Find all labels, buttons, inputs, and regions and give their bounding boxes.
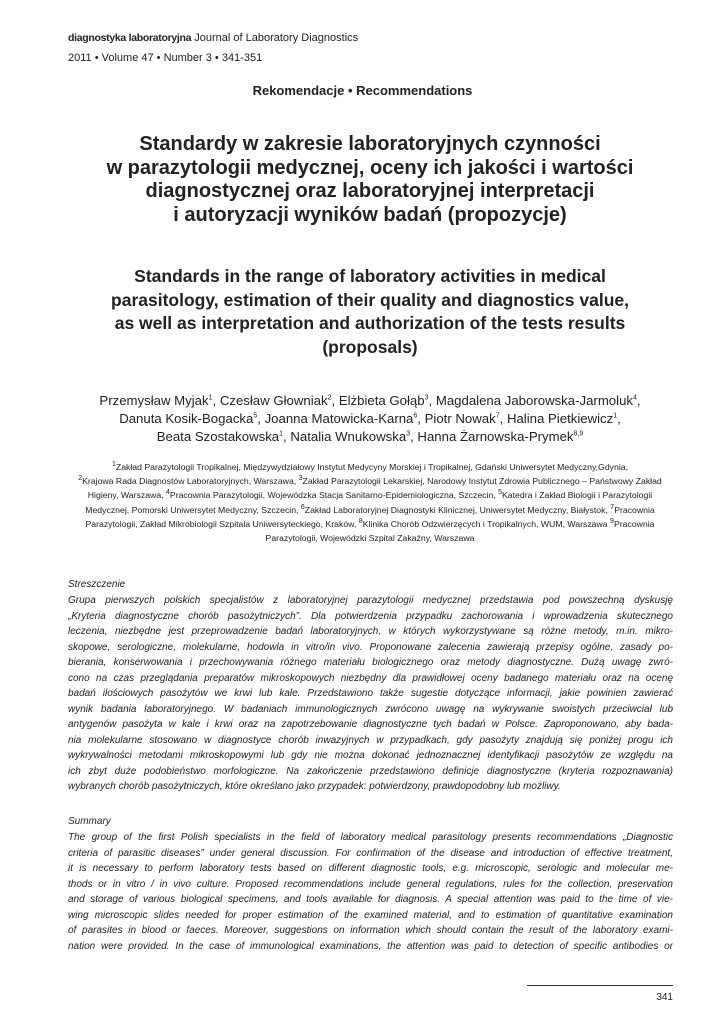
author-affiliation: 7	[495, 412, 500, 420]
author-name: Magdalena Jaborowska-Jarmoluk	[435, 393, 634, 408]
author-affiliation: 8,9	[573, 430, 584, 438]
affiliation-text: Pracownia Parazytologii, Wojewódzka Stacja Sanitarno-Epidemiologiczna, Szczecin,	[169, 490, 499, 501]
affiliation-number: 7	[610, 503, 615, 511]
abstract-line: badań ilościowych pasożytów we krwi lub kale. Przedstawiono także sugestie dotyczące informacji, jakie powinien zawierać	[68, 688, 673, 699]
summary-heading: Summary	[68, 816, 111, 827]
affiliation-text: Krajowa Rada Diagnostów Laboratoryjnych, Warszawa,	[82, 476, 299, 487]
abstract-line: wynik badania laboratoryjnego. W badaniach immunologicznych zwrócono uwagę na wykrywanie swoistych przeciwciał lub	[68, 703, 673, 715]
abstract-line: wybranych chorób pasożytniczych, które określano jako przypadek: potwierdzony, prawdopodobny lub możliwy.	[68, 781, 561, 792]
affiliation-text: Zakład Parazytologii Lekarskiej, Narodowy Instytut Zdrowia Publicznego – Państwowy Zakład Higieny, Warszawa,	[87, 476, 662, 501]
author-name: Halina Pietkiewicz	[506, 411, 614, 426]
affiliation-text: Pracownia Parazytologii, Wojewódzki Szpital Zakaźny, Warszawa	[265, 518, 655, 544]
title-pl-line: Standardy w zakresie laboratoryjnych czynności	[139, 133, 601, 155]
author-line: Beata Szostakowska$^1$, Natalia Wnukowska$^3$, Hanna Żarnowska-Prymek$^{8,9}$	[156, 429, 584, 444]
section-label: Rekomendacje • Recommendations	[252, 83, 473, 98]
affiliation-text: Katedra i Zakład Biologii i Parazytologii Medycznej, Pomorski Uniwersytet Medyczny, Szczecin,	[85, 490, 653, 515]
summary-text	[68, 830, 673, 954]
author-affiliation: 1	[208, 394, 213, 402]
author-name: Beata Szostakowska	[156, 429, 280, 444]
affiliation-text: Zakład Laboratoryjnej Diagnostyki Klinicznej, Uniwersytet Medyczny, Białystok,	[304, 504, 611, 515]
journal-header	[68, 31, 358, 45]
abstract-line: leczenia, niezbędne jest przeprowadzenie badań laboratoryjnych, w których wykorzystywane są różne metody, m.in. mikro-	[68, 626, 673, 637]
abstract-line: wykrywalności metodami mikroskopowymi lub gdy nie można dokonać jednoznacznej identyfikacji pasożytów ze względu na	[68, 750, 673, 761]
abstract-line: it is necessary to perform laboratory tests based on different diagnostic tools, e.g. microscopic, serologic and molecular me-	[68, 863, 673, 874]
author-name: Hanna Żarnowska-Prymek	[417, 429, 574, 444]
abstract-line: of parasites in blood or faeces. Moreover, suggestions on information which should contain the result of the laboratory exami-	[68, 925, 673, 936]
abstract-line: nation were provided. In the case of immunological examinations, the attention was paid to detection of specific antibodies or	[68, 940, 673, 952]
affiliation-number: 8	[358, 517, 363, 525]
abstract-line: criteria of parasitic diseases” under general discussion. For confirmation of the disease and introduction of effective treatment,	[68, 847, 673, 859]
author-name: Elżbieta Gołąb	[338, 393, 425, 408]
streszczenie-text	[68, 593, 673, 795]
affiliation-number: 6	[300, 503, 305, 511]
footer-divider	[527, 985, 673, 986]
title-en-line: Standards in the range of laboratory activities in medical	[134, 266, 606, 286]
author-affiliation: 1	[279, 430, 284, 438]
title-polish	[60, 133, 680, 227]
affiliation-number: 3	[298, 475, 303, 483]
affiliation-text: Pracownia Parazytologii, Zakład Mikrobiologii Szpitala Uniwersyteckiego, Kraków,	[85, 504, 655, 529]
author-affiliation: 5	[253, 412, 258, 420]
abstract-line: antygenów pasożyta w kale i krwi oraz na zapotrzebowanie diagnostyczne tych badań w Polsce. Zaproponowano, aby bada-	[68, 719, 673, 730]
affiliation-number: 5	[498, 489, 503, 497]
abstract-line: cono na czas przeglądania preparatów mikroskopowych niezbędny dla prawidłowej oceny badanego materiału oraz na ocenę	[68, 672, 673, 684]
title-pl-line: i autoryzacji wyników badań (propozycje)	[173, 203, 567, 226]
author-name: Przemysław Myjak	[99, 393, 209, 408]
author-affiliation: 3	[424, 394, 429, 402]
abstract-line: Grupa pierwszych polskich specjalistów z laboratoryjnej parazytologii medycznej przedstawia pod powszechną dyskusję	[68, 595, 673, 606]
author-line: Danuta Kosik-Bogacka$^5$, Joanna Matowicka-Karna$^6$, Piotr Nowak$^7$, Halina Pietkiewicz$^1$,	[119, 411, 621, 426]
author-affiliation: 2	[327, 394, 332, 402]
author-name: Danuta Kosik-Bogacka	[119, 411, 254, 426]
title-en-line: parasitology, estimation of their quality and diagnostics value,	[111, 289, 629, 310]
author-affiliation: 4	[633, 394, 637, 402]
author-affiliation: 6	[413, 412, 418, 420]
author-affiliation: 1	[613, 412, 618, 420]
author-affiliation: 3	[406, 430, 411, 438]
page-number: 341	[656, 992, 673, 1003]
abstract-line: nia molekularne stosowano w diagnostyce chorób inwazyjnych w przypadkach, gdy pasożyty znajdują się poniżej progu ich	[68, 734, 673, 746]
issue-info: 2011 • Volume 47 • Number 3 • 341-351	[68, 52, 263, 64]
abstract-line: The group of the first Polish specialists in the field of laboratory medical parasitology presents recommendations „Diagnostic	[68, 832, 673, 843]
title-pl-line: w parazytologii medycznej, oceny ich jakości i wartości	[106, 156, 634, 179]
abstract-line: thods or in vitro / in vivo culture. Proposed recommendations include general regulations, rules for the collection, preservation	[68, 878, 673, 890]
abstract-line: „Kryteria diagnostyczne chorób pasożytniczych”. Dla potwierdzenia przypadku zachorowania i wprowadzenia skutecznego	[68, 610, 673, 622]
affiliation-number: 2	[78, 475, 83, 483]
abstract-line: and storage of various biological specimens, and tools available for diagnosis. A special attention was paid to the time of vie-	[68, 894, 673, 905]
abstract-line: bierania, konserwowania i przechowywania różnego materiału biologicznego oraz metody diagnostyczne. Dużą uwagę zwró-	[68, 657, 673, 668]
affiliation-text: Klinika Chorób Odzwierzęcych i Tropikalnych, WUM, Warszawa	[362, 518, 611, 529]
journal-name: Journal of Laboratory Diagnostics	[194, 32, 359, 44]
affiliation-text: Zakład Parazytologii Tropikalnej, Międzywydziałowy Instytut Medycyny Morskiej i Tropikalnej, Gdański Uniwersytet Medyczny,Gdynia,	[115, 462, 629, 472]
abstract-line: wing microscopic slides needed for proper estimation of the examined material, and to estimation of quantitative examination	[68, 909, 673, 921]
author-name: Czesław Głowniak	[219, 393, 328, 408]
streszczenie-heading: Streszczenie	[68, 579, 126, 590]
author-name: Piotr Nowak	[424, 411, 496, 426]
author-name: Joanna Matowicka-Karna	[264, 411, 414, 426]
affiliation-number: 4	[166, 489, 170, 497]
author-line: Przemysław Myjak$^1$, Czesław Głowniak$^2$, Elżbieta Gołąb$^3$, Magdalena Jaborowska-Jarmoluk$^4$,	[99, 393, 641, 408]
title-en-line: as well as interpretation and authorization of the tests results	[114, 313, 626, 333]
title-pl-line: diagnostycznej oraz laboratoryjnej interpretacji	[145, 180, 595, 202]
author-list	[60, 392, 680, 446]
journal-brand: diagnostyka laboratoryjna	[68, 32, 192, 44]
title-english	[60, 265, 680, 359]
affiliation-number: 9	[610, 517, 614, 525]
title-en-line: (proposals)	[322, 336, 418, 357]
abstract-line: ich zbyt duże podobieństwo morfologiczne. Na zakończenie przedstawiono definicje diagnostyczne (kryteria rozpoznawania)	[68, 765, 673, 777]
affiliation-number: 1	[111, 461, 116, 469]
abstract-line: skopowe, serologiczne, molekularne, hodowla in vitro/in vivo. Proponowane zalecenia zawierają przepisy ogólne, zasady po-	[68, 641, 673, 653]
author-name: Natalia Wnukowska	[290, 429, 407, 444]
affiliations	[70, 460, 670, 545]
